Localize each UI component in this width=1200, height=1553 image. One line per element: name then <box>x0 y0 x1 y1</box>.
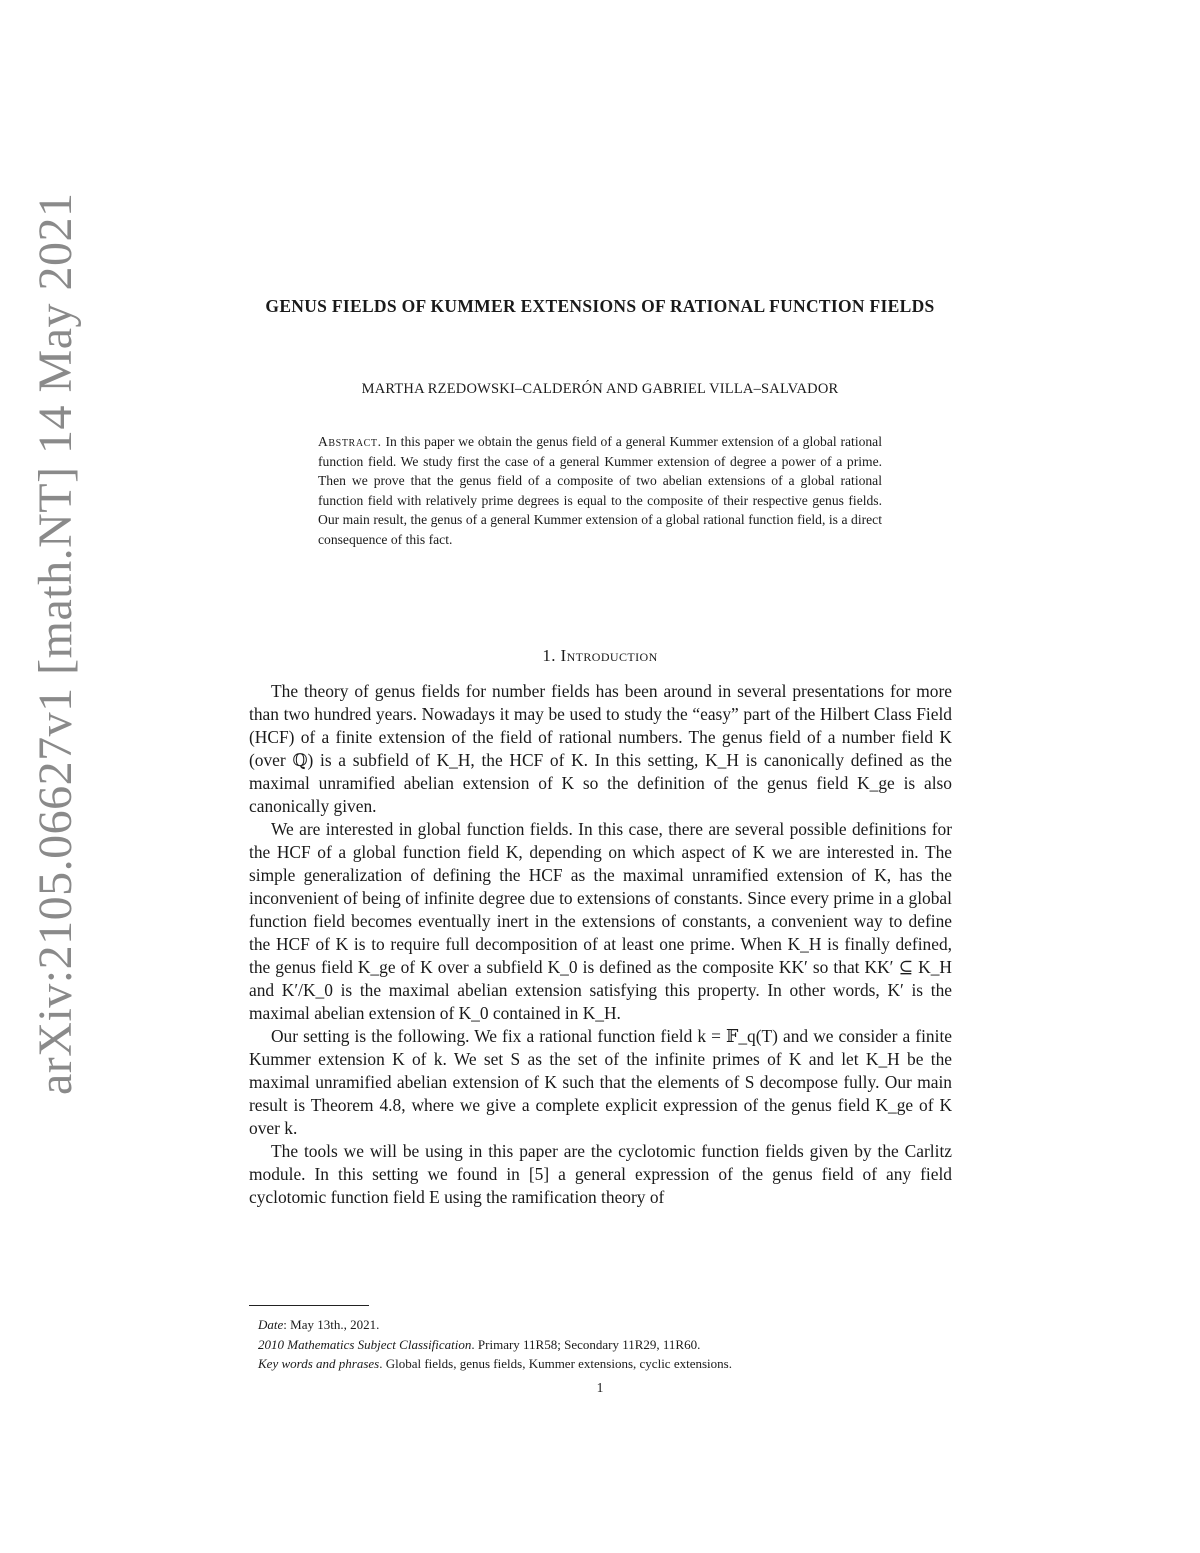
footnote-date <box>258 1315 958 1335</box>
page-number: 1 <box>596 1380 604 1395</box>
paragraph: We are interested in global function fields. In this case, there are several possible definitions for the HCF of a global function field K, depending on which aspect of K we are interested in. The simple generalization of defining the HCF as the maximal unramified extension of K, has the inconvenient of being of infinite degree due to extensions of constants. Since every prime in a global function field becomes eventually inert in the extensions of constants, a convenient way to define the HCF of K is to require full decomposition of at least one prime. When K_H is finally defined, the genus field K_ge of K over a subfield K_0 is defined as the composite KK′ so that KK′ ⊆ K_H and K′/K_0 is the maximal abelian extension satisfying this property. In other words, K′ is the maximal abelian extension of K_0 contained in K_H. <box>249 819 952 1023</box>
footnote-keywords-value: . Global fields, genus fields, Kummer extensions, cyclic extensions. <box>379 1356 732 1371</box>
body-text <box>249 680 952 1209</box>
footnote-msc-value: . Primary 11R58; Secondary 11R29, 11R60. <box>471 1336 701 1352</box>
footnote-keywords <box>258 1354 958 1374</box>
authors: MARTHA RZEDOWSKI–CALDERÓN AND GABRIEL VILLA–SALVADOR <box>361 381 839 397</box>
footnote-msc-label: 2010 Mathematics Subject Classification <box>258 1336 472 1352</box>
footnote-msc <box>258 1335 958 1355</box>
footnote-date-value: : May 13th., 2021. <box>283 1317 380 1332</box>
paragraph: Our setting is the following. We fix a rational function field k = 𝔽_q(T) and we consider a finite Kummer extension K of k. We set S as the set of the infinite primes of K and let K_H be the maximal unramified abelian extension of K such that the elements of S decompose fully. Our main result is Theorem 4.8, where we give a complete explicit expression of the genus field K_ge of K over k. <box>249 1026 952 1138</box>
abstract <box>318 432 882 550</box>
footnote-keywords-label: Key words and phrases <box>258 1356 380 1371</box>
arxiv-identifier: arXiv:2105.06627v1 [math.NT] 14 May 2021 <box>29 192 82 1095</box>
paragraph: The theory of genus fields for number fields has been around in several presentations for more than two hundred years. Nowadays it may be used to study the “easy” part of the Hilbert Class Field (HCF) of a finite extension of the field of rational numbers. The genus field of a number field K (over ℚ) is a subfield of K_H, the HCF of K. In this setting, K_H is canonically defined as the maximal unramified abelian extension of K so the definition of the genus field K_ge is also canonically given. <box>249 681 952 816</box>
footnote-rule <box>249 1305 369 1306</box>
footnote-date-label: Date <box>258 1317 284 1332</box>
paper-title: GENUS FIELDS OF KUMMER EXTENSIONS OF RATIONAL FUNCTION FIELDS <box>265 296 935 316</box>
abstract-label: Abstract. <box>318 434 382 449</box>
paragraph: The tools we will be using in this paper are the cyclotomic function fields given by the Carlitz module. In this setting we found in [5] a general expression of the genus field of any field cyclotomic function field E using the ramification theory of <box>249 1141 952 1207</box>
abstract-text: In this paper we obtain the genus field of a general Kummer extension of a global rational function field. We study first the case of a general Kummer extension of degree a power of a prime. Then we prove that the genus field of a composite of two abelian extensions of a global rational function field with relatively prime degrees is equal to the composite of their respective genus fields. Our main result, the genus of a general Kummer extension of a global rational function field, is a direct consequence of this fact. <box>318 434 882 547</box>
section-heading: 1. Introduction <box>542 646 658 665</box>
footnotes <box>258 1315 958 1374</box>
